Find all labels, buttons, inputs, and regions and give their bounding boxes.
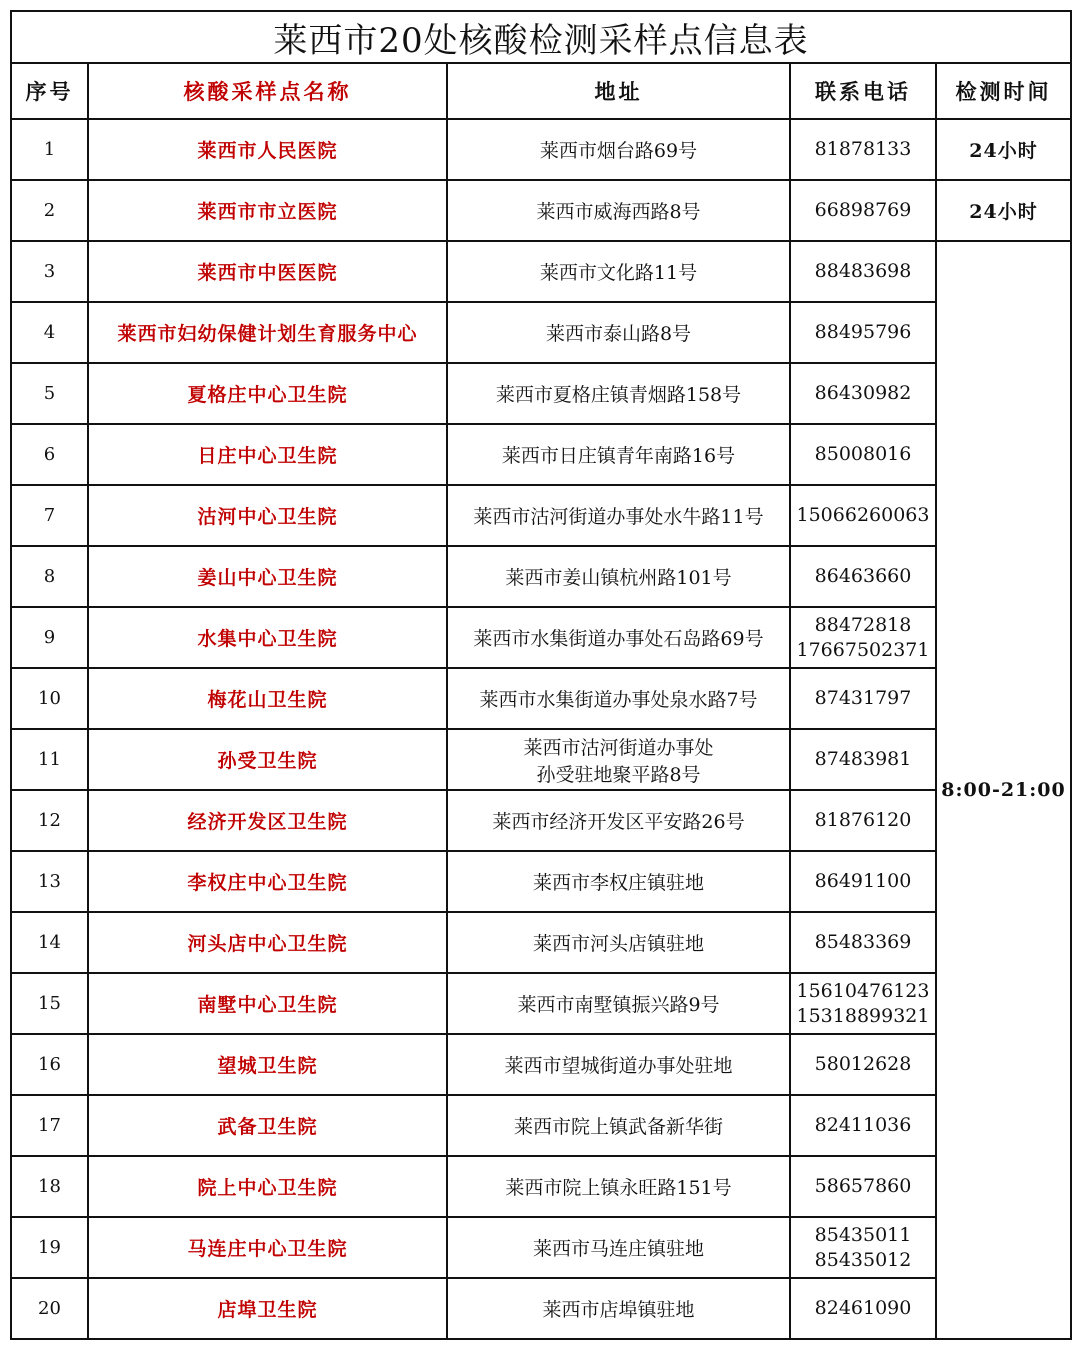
site-phone xyxy=(790,1034,936,1095)
phone-number: 15318899321 xyxy=(796,1004,930,1027)
phone-number: 58657860 xyxy=(814,1175,912,1197)
table-row xyxy=(11,668,1071,729)
phone-number: 86491100 xyxy=(814,870,912,892)
site-name: 莱西市人民医院 xyxy=(88,119,447,180)
site-address xyxy=(447,424,790,485)
table-row xyxy=(11,973,1071,1034)
site-phone xyxy=(790,180,936,241)
table-row xyxy=(11,1217,1071,1278)
header-name: 核酸采样点名称 xyxy=(88,63,447,119)
site-address xyxy=(447,851,790,912)
address-line: 莱西市经济开发区平安路26号 xyxy=(492,811,745,833)
site-address xyxy=(447,1217,790,1278)
row-seq: 6 xyxy=(11,424,88,485)
test-hours: 24小时 xyxy=(936,119,1071,180)
row-seq: 10 xyxy=(11,668,88,729)
address-line: 孙受驻地聚平路8号 xyxy=(536,763,701,786)
site-address xyxy=(447,485,790,546)
table-row xyxy=(11,1095,1071,1156)
site-phone xyxy=(790,1278,936,1339)
table-row xyxy=(11,546,1071,607)
site-address xyxy=(447,668,790,729)
row-seq: 4 xyxy=(11,302,88,363)
site-address xyxy=(447,302,790,363)
phone-number: 82411036 xyxy=(814,1114,912,1136)
site-phone xyxy=(790,119,936,180)
site-address xyxy=(447,1156,790,1217)
address-line: 莱西市水集街道办事处泉水路7号 xyxy=(479,689,758,711)
site-phone xyxy=(790,973,936,1034)
site-name: 望城卫生院 xyxy=(88,1034,447,1095)
row-seq: 15 xyxy=(11,973,88,1034)
phone-number: 88495796 xyxy=(814,321,912,343)
site-address xyxy=(447,973,790,1034)
row-seq: 20 xyxy=(11,1278,88,1339)
address-line: 莱西市姜山镇杭州路101号 xyxy=(505,567,732,589)
row-seq: 11 xyxy=(11,729,88,790)
row-seq: 19 xyxy=(11,1217,88,1278)
row-seq: 18 xyxy=(11,1156,88,1217)
phone-number: 85008016 xyxy=(814,443,912,465)
header-row xyxy=(11,63,1071,119)
row-seq: 5 xyxy=(11,363,88,424)
site-name: 南墅中心卫生院 xyxy=(88,973,447,1034)
site-address xyxy=(447,790,790,851)
site-phone xyxy=(790,241,936,302)
site-address xyxy=(447,119,790,180)
site-name: 店埠卫生院 xyxy=(88,1278,447,1339)
row-seq: 1 xyxy=(11,119,88,180)
site-address xyxy=(447,729,790,790)
site-address xyxy=(447,363,790,424)
site-phone xyxy=(790,851,936,912)
phone-number: 15066260063 xyxy=(796,504,930,526)
table-row xyxy=(11,119,1071,180)
table-row xyxy=(11,912,1071,973)
phone-number: 85435011 xyxy=(814,1223,912,1246)
address-line: 莱西市望城街道办事处驻地 xyxy=(504,1055,733,1077)
address-line: 莱西市李权庄镇驻地 xyxy=(532,872,704,894)
table-title: 莱西市20处核酸检测采样点信息表 xyxy=(11,11,1071,63)
phone-number: 81878133 xyxy=(814,138,912,160)
address-line: 莱西市马连庄镇驻地 xyxy=(532,1238,704,1260)
table-row xyxy=(11,302,1071,363)
row-seq: 9 xyxy=(11,607,88,668)
site-name: 孙受卫生院 xyxy=(88,729,447,790)
site-name: 莱西市妇幼保健计划生育服务中心 xyxy=(88,302,447,363)
table-row xyxy=(11,1034,1071,1095)
address-line: 莱西市沽河街道办事处水牛路11号 xyxy=(473,506,764,528)
site-address xyxy=(447,1034,790,1095)
site-phone xyxy=(790,668,936,729)
site-name: 院上中心卫生院 xyxy=(88,1156,447,1217)
phone-number: 81876120 xyxy=(814,809,912,831)
phone-number: 17667502371 xyxy=(796,638,930,661)
header-address: 地址 xyxy=(447,63,790,119)
row-seq: 8 xyxy=(11,546,88,607)
site-address xyxy=(447,912,790,973)
site-address xyxy=(447,546,790,607)
site-address xyxy=(447,241,790,302)
site-name: 姜山中心卫生院 xyxy=(88,546,447,607)
table-row xyxy=(11,424,1071,485)
site-phone xyxy=(790,363,936,424)
header-seq: 序号 xyxy=(11,63,88,119)
site-name: 梅花山卫生院 xyxy=(88,668,447,729)
site-address xyxy=(447,180,790,241)
site-name: 莱西市中医医院 xyxy=(88,241,447,302)
row-seq: 14 xyxy=(11,912,88,973)
address-line: 莱西市河头店镇驻地 xyxy=(532,933,704,955)
site-name: 经济开发区卫生院 xyxy=(88,790,447,851)
address-line: 莱西市文化路11号 xyxy=(539,262,698,284)
table-row xyxy=(11,851,1071,912)
site-name: 武备卫生院 xyxy=(88,1095,447,1156)
table-row xyxy=(11,1278,1071,1339)
header-time: 检测时间 xyxy=(936,63,1071,119)
table-row xyxy=(11,790,1071,851)
site-name: 夏格庄中心卫生院 xyxy=(88,363,447,424)
phone-number: 86463660 xyxy=(814,565,912,587)
site-phone xyxy=(790,485,936,546)
site-phone xyxy=(790,1095,936,1156)
shared-test-hours: 8:00-21:00 xyxy=(936,241,1071,1339)
site-address xyxy=(447,1278,790,1339)
table-row xyxy=(11,607,1071,668)
address-line: 莱西市日庄镇青年南路16号 xyxy=(501,445,736,467)
site-phone xyxy=(790,302,936,363)
address-line: 莱西市烟台路69号 xyxy=(539,140,698,162)
row-seq: 16 xyxy=(11,1034,88,1095)
table-row xyxy=(11,729,1071,790)
site-name: 马连庄中心卫生院 xyxy=(88,1217,447,1278)
test-hours: 24小时 xyxy=(936,180,1071,241)
table-row xyxy=(11,241,1071,302)
site-name: 河头店中心卫生院 xyxy=(88,912,447,973)
site-address xyxy=(447,607,790,668)
site-phone xyxy=(790,1217,936,1278)
table-row xyxy=(11,363,1071,424)
phone-number: 82461090 xyxy=(814,1297,912,1319)
address-line: 莱西市店埠镇驻地 xyxy=(542,1299,695,1321)
header-phone: 联系电话 xyxy=(790,63,936,119)
phone-number: 15610476123 xyxy=(796,979,930,1002)
address-line: 莱西市院上镇永旺路151号 xyxy=(505,1177,732,1199)
row-seq: 3 xyxy=(11,241,88,302)
phone-number: 85483369 xyxy=(814,931,912,953)
address-line: 莱西市院上镇武备新华街 xyxy=(513,1116,723,1138)
phone-number: 87431797 xyxy=(814,687,912,709)
table-row xyxy=(11,1156,1071,1217)
site-phone xyxy=(790,790,936,851)
sampling-sites-table xyxy=(10,10,1072,1340)
site-name: 水集中心卫生院 xyxy=(88,607,447,668)
phone-number: 86430982 xyxy=(814,382,912,404)
address-line: 莱西市夏格庄镇青烟路158号 xyxy=(495,384,742,406)
row-seq: 13 xyxy=(11,851,88,912)
site-phone xyxy=(790,1156,936,1217)
site-name: 李权庄中心卫生院 xyxy=(88,851,447,912)
address-line: 莱西市泰山路8号 xyxy=(545,323,692,345)
site-phone xyxy=(790,729,936,790)
row-seq: 7 xyxy=(11,485,88,546)
address-line: 莱西市威海西路8号 xyxy=(536,201,701,223)
address-line: 莱西市沽河街道办事处 xyxy=(523,736,714,759)
site-phone xyxy=(790,607,936,668)
phone-number: 87483981 xyxy=(814,748,912,770)
phone-number: 88472818 xyxy=(814,613,912,636)
phone-number: 88483698 xyxy=(814,260,912,282)
site-phone xyxy=(790,546,936,607)
table-row xyxy=(11,180,1071,241)
site-phone xyxy=(790,424,936,485)
site-name: 日庄中心卫生院 xyxy=(88,424,447,485)
site-name: 莱西市市立医院 xyxy=(88,180,447,241)
row-seq: 17 xyxy=(11,1095,88,1156)
row-seq: 2 xyxy=(11,180,88,241)
phone-number: 85435012 xyxy=(814,1248,912,1271)
site-phone xyxy=(790,912,936,973)
address-line: 莱西市水集街道办事处石岛路69号 xyxy=(473,628,764,650)
table-row xyxy=(11,485,1071,546)
site-address xyxy=(447,1095,790,1156)
address-line: 莱西市南墅镇振兴路9号 xyxy=(517,994,720,1016)
phone-number: 58012628 xyxy=(814,1053,912,1075)
phone-number: 66898769 xyxy=(814,199,912,221)
row-seq: 12 xyxy=(11,790,88,851)
site-name: 沽河中心卫生院 xyxy=(88,485,447,546)
